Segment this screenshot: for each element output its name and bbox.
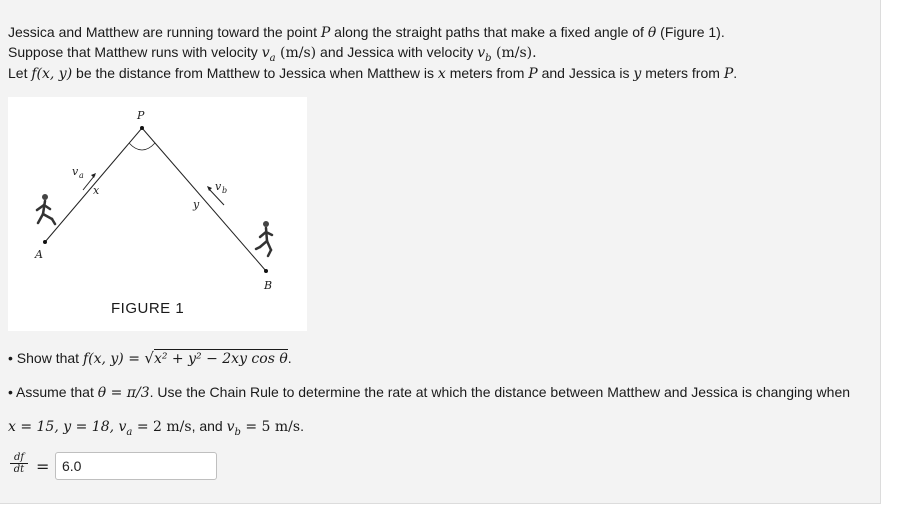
point-a-dot — [43, 240, 47, 244]
label-y: y — [193, 198, 200, 211]
vb-subscript-2: b — [234, 426, 241, 438]
figure-1 — [8, 97, 307, 331]
figure-diagram — [8, 97, 307, 331]
label-vb: v — [215, 180, 222, 193]
line2-text-2: and Jessica with velocity — [316, 44, 478, 60]
frac-numerator: df — [10, 452, 28, 464]
runner-jessica-icon — [256, 221, 272, 256]
label-x: x — [93, 184, 100, 197]
intro-text: Jessica and Matthew are running toward the point — [8, 24, 321, 40]
bullet-2-text: • Assume that — [8, 384, 98, 400]
line3-text-3: meters from — [445, 65, 529, 81]
label-b: B — [264, 279, 273, 292]
point-p: P — [320, 25, 331, 41]
equals-sign: = — [36, 457, 50, 476]
va-subscript: a — [269, 52, 276, 64]
var-y: y — [633, 66, 642, 82]
va-symbol: v — [261, 45, 270, 61]
line3-end: . — [733, 65, 738, 81]
intro-line-3 — [8, 63, 737, 84]
var-x: x — [437, 66, 446, 82]
label-a: A — [35, 248, 43, 261]
sqrt-sign: √ — [144, 349, 154, 367]
and-text: , and — [191, 418, 227, 434]
va-symbol-2: v — [118, 419, 127, 435]
unit-ms-2: (m/s). — [491, 45, 537, 61]
va-value: = 2 m/s — [132, 419, 192, 435]
runner-matthew-icon — [37, 194, 55, 224]
line3-text-2: be the distance from Matthew to Jessica when Matthew is — [72, 65, 438, 81]
label-vb-sub: b — [222, 186, 228, 195]
vb-symbol-2: v — [226, 419, 235, 435]
intro-text-2: along the straight paths that make a fixed angle of — [330, 24, 648, 40]
line3-text-5: meters from — [641, 65, 724, 81]
figure-caption: FIGURE 1 — [111, 300, 185, 317]
vb-subscript: b — [485, 52, 492, 64]
point-p-2: P — [528, 66, 538, 82]
vb-arrowhead — [207, 186, 212, 191]
path-b — [142, 128, 266, 271]
label-va-sub: a — [79, 171, 84, 180]
unit-ms: (m/s) — [275, 45, 317, 61]
point-p-dot — [140, 126, 144, 130]
point-p-3: P — [723, 66, 734, 82]
theta-symbol: θ — [647, 25, 657, 41]
label-p: P — [137, 109, 145, 122]
derivative-fraction — [10, 452, 28, 475]
bullet-1-text: • Show that — [8, 350, 83, 366]
theta-value: θ = π/3 — [97, 385, 150, 401]
function-f: f(x, y) — [31, 66, 73, 82]
va-subscript-2: a — [126, 426, 133, 438]
sqrt-expression: x² + y² − 2xy cos θ — [153, 351, 288, 367]
line3-text-4: and Jessica is — [537, 65, 634, 81]
line3-text: Let — [8, 65, 32, 81]
bullet-2-text-2: . Use the Chain Rule to determine the rate at which the distance between Matthew and Jessica is changing when — [149, 384, 851, 400]
given-end: . — [300, 418, 304, 434]
angle-arc — [129, 143, 155, 150]
line2-text: Suppose that Matthew runs with velocity — [8, 44, 262, 60]
bullet-1-end: . — [287, 350, 292, 366]
bullet-show — [8, 348, 292, 369]
bullet-1-math: f(x, y) = — [82, 351, 145, 367]
va-arrowhead — [91, 173, 96, 178]
intro-line-1 — [8, 22, 725, 43]
xy-values: x = 15, y = 18, — [8, 419, 119, 435]
answer-input[interactable] — [55, 452, 217, 480]
bullet-assume — [8, 382, 850, 403]
vb-symbol: v — [477, 45, 486, 61]
given-values — [8, 416, 304, 443]
label-va: v — [72, 165, 79, 178]
vb-value: = 5 m/s — [240, 419, 301, 435]
frac-denominator: dt — [13, 464, 25, 475]
intro-text-3: (Figure 1). — [656, 24, 725, 40]
point-b-dot — [264, 269, 268, 273]
